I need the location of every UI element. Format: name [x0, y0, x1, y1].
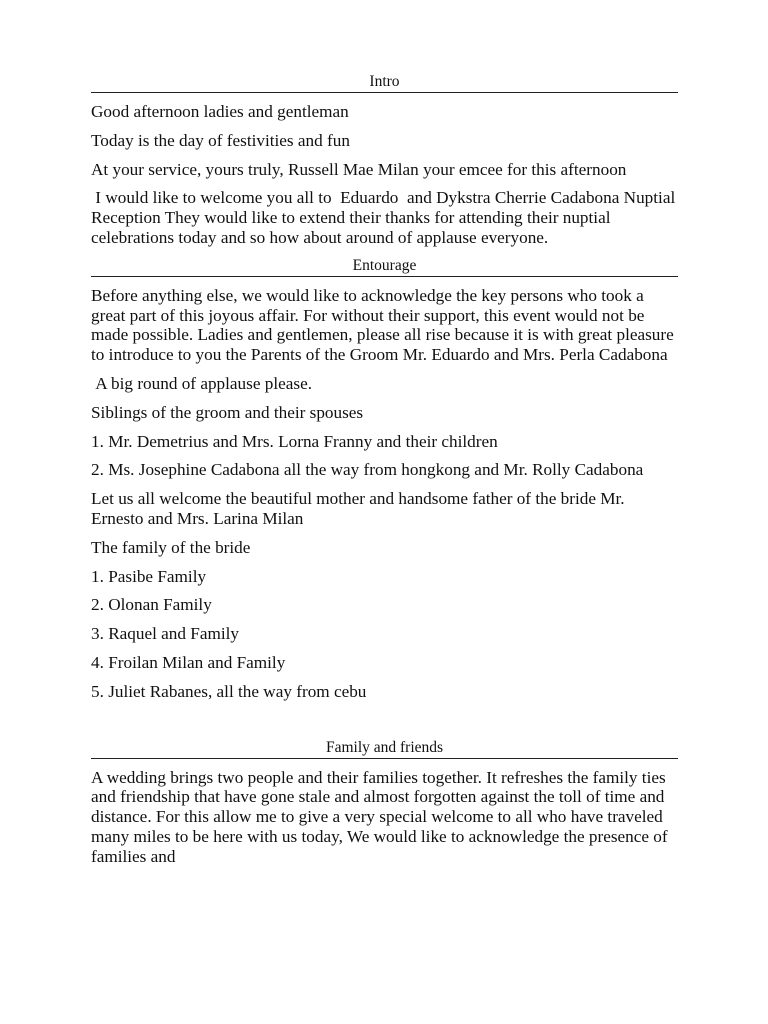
entourage-list-item-2: 2. Ms. Josephine Cadabona all the way from hongkong and Mr. Rolly Cadabona	[91, 460, 644, 480]
bride-family-item-2: 2. Olonan Family	[91, 595, 212, 615]
bride-family-item-1: 1. Pasibe Family	[91, 566, 207, 586]
family-friends-heading: Family and friends	[91, 739, 678, 759]
document-page	[91, 0, 678, 876]
entourage-heading: Entourage	[91, 257, 678, 277]
intro-paragraph-4: I would like to welcome you all to Eduardo and Dykstra Cherrie Cadabona Nuptial Reception They would like to extend their thanks for attending their nuptial celebrations today and so how about around of applause everyone.	[91, 188, 680, 247]
intro-paragraph-1: Good afternoon ladies and gentleman	[91, 102, 349, 121]
family-friends-paragraph-1: A wedding brings two people and their families together. It refreshes the family ties and friendship that have gone stale and almost forgotten against the toll of time and distance. For this allow me to give a very special welcome to all who have traveled many miles to be here with us today, We would like to acknowledge the presence of families and	[91, 767, 668, 866]
bride-family-item-4: 4. Froilan Milan and Family	[91, 652, 286, 672]
entourage-list-item-1: 1. Mr. Demetrius and Mrs. Lorna Franny and their children	[91, 431, 498, 451]
section-spacer	[91, 711, 678, 739]
intro-heading: Intro	[91, 73, 678, 93]
bride-family-item-3: 3. Raquel and Family	[91, 624, 239, 644]
intro-paragraph-2: Today is the day of festivities and fun	[91, 130, 350, 150]
intro-paragraph-3: At your service, yours truly, Russell Mae Milan your emcee for this afternoon	[91, 159, 627, 179]
entourage-paragraph-5: The family of the bride	[91, 537, 251, 557]
entourage-paragraph-2: A big round of applause please.	[91, 373, 312, 393]
bride-family-item-5: 5. Juliet Rabanes, all the way from cebu	[91, 681, 367, 701]
entourage-paragraph-1: Before anything else, we would like to acknowledge the key persons who took a great part of this joyous affair. For without their support, this event would not be made possible. Ladies and gentlemen, please all rise because it is with great pleasure to introduce to you the Parents of the Groom Mr. Eduardo and Mrs. Perla Cadabona	[91, 285, 674, 365]
entourage-paragraph-3: Siblings of the groom and their spouses	[91, 402, 364, 422]
entourage-paragraph-4: Let us all welcome the beautiful mother and handsome father of the bride Mr. Ernesto and Mrs. Larina Milan	[91, 489, 625, 528]
